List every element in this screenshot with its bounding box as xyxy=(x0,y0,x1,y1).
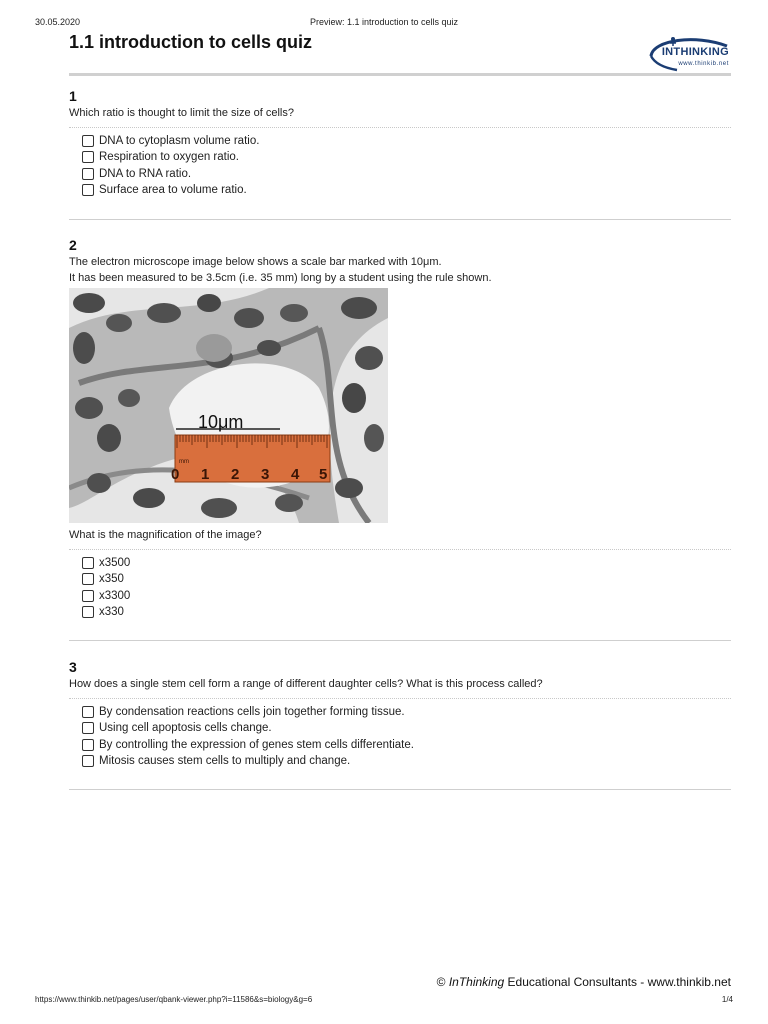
ruler-number: 3 xyxy=(261,466,270,483)
question-text-line-2: It has been measured to be 3.5cm (i.e. 35 mm) long by a student using the rule shown. xyxy=(69,272,492,284)
checkbox[interactable] xyxy=(82,739,94,751)
footer-url: https://www.thinkib.net/pages/user/qbank-viewer.php?i=11586&s=biology&g=6 xyxy=(35,995,313,1004)
options-list xyxy=(82,704,731,769)
ruler-number: 5 xyxy=(319,466,328,483)
option[interactable] xyxy=(82,555,731,571)
sub-question-text: What is the magnification of the image? xyxy=(69,529,262,541)
option[interactable] xyxy=(82,571,731,587)
option-label: By controlling the expression of genes stem cells differentiate. xyxy=(99,738,414,751)
footer-rest: Educational Consultants - www.thinkib.net xyxy=(504,975,731,989)
footer-brand: InThinking xyxy=(448,975,505,989)
option[interactable] xyxy=(82,166,731,182)
print-header xyxy=(35,17,733,29)
option[interactable] xyxy=(82,588,731,604)
option-label: DNA to cytoplasm volume ratio. xyxy=(99,135,260,148)
question-number: 2 xyxy=(69,237,77,253)
question-separator xyxy=(69,219,731,220)
checkbox[interactable] xyxy=(82,168,94,180)
dotted-divider xyxy=(69,698,731,699)
ruler-number: 4 xyxy=(291,466,300,483)
option[interactable] xyxy=(82,737,731,753)
options-list xyxy=(82,133,731,198)
checkbox[interactable] xyxy=(82,135,94,147)
question-separator xyxy=(69,789,731,790)
option-label: DNA to RNA ratio. xyxy=(99,167,192,180)
print-title: Preview: 1.1 introduction to cells quiz xyxy=(309,17,459,27)
question-number: 3 xyxy=(69,659,77,675)
scale-bar-label: 10μm xyxy=(198,412,244,432)
print-date: 30.05.2020 xyxy=(35,17,81,27)
option[interactable] xyxy=(82,133,731,149)
option-label: Surface area to volume ratio. xyxy=(99,184,247,197)
quiz-title: 1.1 introduction to cells quiz xyxy=(69,32,313,52)
option-label: x350 xyxy=(99,573,124,586)
option-label: x3500 xyxy=(99,557,131,570)
question-text-line-1: The electron microscope image below shows a scale bar marked with 10μm. xyxy=(69,256,442,268)
ruler-number: 1 xyxy=(201,466,210,483)
ruler-number: 2 xyxy=(231,466,240,483)
copyright-symbol: © xyxy=(436,975,446,989)
question-2 xyxy=(69,237,731,620)
dotted-divider xyxy=(69,549,731,550)
footer-copyright xyxy=(437,975,731,989)
question-text: Which ratio is thought to limit the size of cells? xyxy=(69,107,294,119)
ruler-number: 0 xyxy=(171,466,180,483)
question-separator xyxy=(69,640,731,641)
option-label: Mitosis causes stem cells to multiply and change. xyxy=(99,755,351,768)
question-3 xyxy=(69,659,731,769)
checkbox[interactable] xyxy=(82,590,94,602)
options-list xyxy=(82,555,731,620)
logo-url: www.thinkib.net xyxy=(678,61,729,67)
inthinking-logo xyxy=(645,34,731,72)
question-text: How does a single stem cell form a range of different daughter cells? What is this process called? xyxy=(69,678,543,690)
checkbox[interactable] xyxy=(82,557,94,569)
electron-micrograph xyxy=(69,288,388,523)
option[interactable] xyxy=(82,753,731,769)
question-1 xyxy=(69,88,731,198)
option[interactable] xyxy=(82,149,731,165)
option[interactable] xyxy=(82,604,731,620)
ruler-unit-label: mm xyxy=(179,459,189,465)
option-label: By condensation reactions cells join together forming tissue. xyxy=(99,706,405,719)
checkbox[interactable] xyxy=(82,606,94,618)
checkbox[interactable] xyxy=(82,184,94,196)
question-number: 1 xyxy=(69,88,77,104)
option-label: x3300 xyxy=(99,589,131,602)
dotted-divider xyxy=(69,127,731,128)
option-label: Respiration to oxygen ratio. xyxy=(99,151,239,164)
checkbox[interactable] xyxy=(82,151,94,163)
option-label: x330 xyxy=(99,606,124,619)
checkbox[interactable] xyxy=(82,722,94,734)
option[interactable] xyxy=(82,182,731,198)
option[interactable] xyxy=(82,720,731,736)
option[interactable] xyxy=(82,704,731,720)
micrograph-image xyxy=(69,288,388,523)
option-label: Using cell apoptosis cells change. xyxy=(99,722,272,735)
page-number: 1/4 xyxy=(721,995,733,1004)
title-divider xyxy=(69,73,731,76)
checkbox[interactable] xyxy=(82,755,94,767)
checkbox[interactable] xyxy=(82,706,94,718)
logo-wordmark: INTHINKING xyxy=(661,46,729,58)
checkbox[interactable] xyxy=(82,573,94,585)
